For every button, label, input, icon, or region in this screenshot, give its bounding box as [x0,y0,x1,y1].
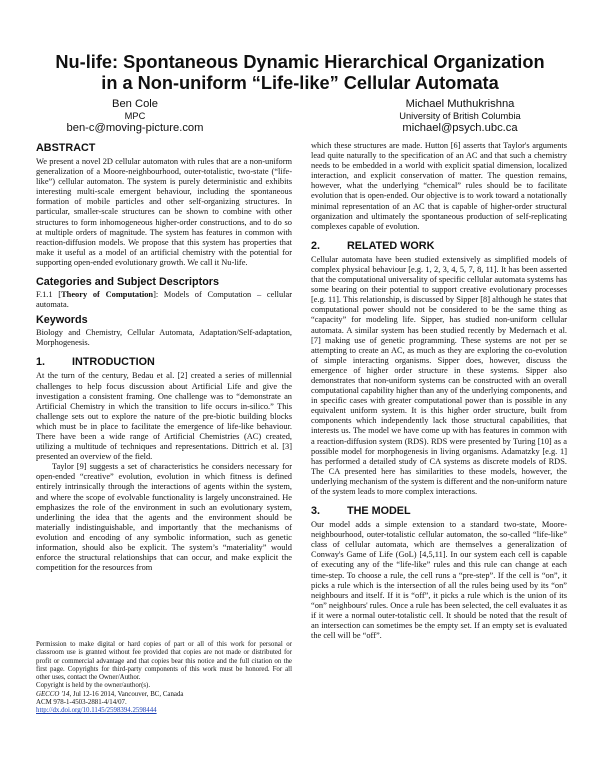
categories-code: F.1.1 [ [36,290,62,300]
author-affiliation: MPC [124,111,146,121]
intro-title: INTRODUCTION [72,356,155,369]
categories-rest: ]: Models of Computation – cellular automata. [36,290,293,310]
paper-title [40,52,560,94]
model-text: Our model adds a simple extension to a standard two-state, Moore-neighbourhood, outer-totalistic cellular automaton, the so-called “life-like” class of cellular automata, which are themselves a generalization of Conway's Game of Life (GoL) [4,5,11]. In our system each cell is capable of executing any of the “life-like” rules and this rule can change at each time-step. To choose a rule, the cell runs a “pre-step”. If the cell is “on”, it picks a rule which is the intersection of all the rules being used by its “on” neighbours and itself. If it is “off”, it picks a rule which is the union of its “on” neighbours' rules. Once a rule has been selected, the cell evaluates it as if it were a normal outer-totalistic cell. It should be noted that the result of an intersection can sometimes be the empty set. If an empty set is evaluated the cell will be “off”. [311,520,567,641]
venue-details: , Jul 12-16 2014, Vancouver, BC, Canada [69,690,184,698]
author-name: Ben Cole [111,98,159,110]
doi-link[interactable]: http://dx.doi.org/10.1145/2598394.2598444 [36,707,157,715]
keywords-text: Biology and Chemistry, Cellular Automata, Adaptation/Self-adaptation, Morphogenesis. [36,328,292,348]
model-number: 3. [311,505,321,518]
venue-line [36,691,292,699]
intro-number: 1. [36,356,46,369]
venue-name: GECCO '14 [36,690,70,698]
author-block-1 [55,98,215,135]
author-email: ben-c@moving-picture.com [66,122,204,134]
related-number: 2. [311,239,321,252]
acm-line: ACM 978-1-4503-2881-4/14/07. [36,699,127,707]
keywords-heading: Keywords [36,314,88,327]
left-column [36,141,292,573]
categories-heading: Categories and Subject Descriptors [36,276,219,289]
categories-bold: Theory of Computation [61,290,154,300]
author-email: michael@psych.ubc.ca [402,122,518,134]
title-line-2: in a Non-uniform “Life-like” Cellular Automata [101,73,499,93]
doi-line[interactable] [36,707,292,715]
categories-text [36,290,292,310]
permission-text: Permission to make digital or hard copies of part or all of this work for personal or classroom use is granted without fee provided that copies are not made or distributed for profit or commercial advantage and that copies bear this notice and the full citation on the first page. Copyrights for third-party components of this work must be honored. For all other uses, contact the Owner/Author. [36,641,292,682]
copyright-line: Copyright is held by the owner/author(s). [36,682,151,690]
right-column [311,141,567,641]
abstract-text: We present a novel 2D cellular automaton with rules that are a non-uniform generalization of a Moore-neighbourhood, outer-totalistic, two-state (“life-like”) cellular automaton. The system is purely deterministic and exhibits interesting multi-scale emergent behaviour, including the spontaneous formation of mobile particles and other self-organizing structures. In particular, smaller-scale structures can be shown to combine with other structures to form inhomogeneous higher-order constructions, and to do so at multiple orders of magnitude. The system has features in common with reaction-diffusion models. We propose that this system has properties that make it useful as a model of an artificial chemistry with the potential for supporting open-ended evolutionary growth. We call it Nu-life. [36,157,292,267]
permission-block [36,641,292,716]
intro-heading [36,355,292,369]
related-heading [311,239,567,253]
author-name: Michael Muthukrishna [405,98,515,110]
model-heading [311,504,567,518]
intro-paragraph-2: Taylor [9] suggests a set of characteristics he considers necessary for open-ended “creative” evolution, evolution in which fitness is defined entirely intrinsically through the interactions of agents within the system, and where the scope of evolvable functionality is largely unconstrained. He emphasizes the role of the environment in such an evolutionary system, underlining the idea that the agents and the environment should be materially indistinguishable, and importantly that the mechanisms of evolution and encoding of any symbolic information, such as genetic information, should also be explicit. The system’s “materiality” would enforce the structural relationships that can occur, and make explicit the competition for the resources from [36,462,292,573]
abstract-heading: ABSTRACT [36,142,96,154]
author-affiliation: University of British Columbia [399,111,521,121]
related-title: RELATED WORK [347,239,435,252]
intro-paragraph-1: At the turn of the century, Bedau et al. [2] created a series of millennial challenges to help focus discussion about Artificial Life and give the investigation a consistent framing. One challenge was to “demonstrate an Artificial Chemistry in which the transition to life occurs in-silico.” This challenge sets out to explore the nature of the pre-biotic building blocks which must be in place to facilitate the emergence of life-like behaviour. There have been a wide range of Artificial Chemistries (AC) created, utilizing a multitude of techniques and representations. Dittrich et al. [3] presented an overview of the field. [36,371,292,462]
intro-continuation: which these structures are made. Hutton [6] asserts that Taylor's arguments lead quite naturally to the specification of an AC and that such a chemistry needs to be embedded in a world with explicit spatial dimension, localized interaction, and explicit conservation of matter. The question remains, however, what the underlying “chemical” rules should be to facilitate evolution that is open-ended. Our objective is to work toward a notationally minimal representation of an AC that is capable of higher-order structural organization and ultimately the spontaneous production of self-replicating complexes capable of evolution. [311,141,567,231]
model-title: THE MODEL [347,505,411,518]
related-text: Cellular automata have been studied extensively as simplified models of complex physical behaviour [e.g. 1, 2, 3, 4, 5, 7, 8, 11]. It has been asserted that the computational universality of specific cellular automata systems has some bearing on their potential to support creative evolutionary processes [e.g. 11]. This relationship, is discussed by Sipper [8] although he states that computational power should not be considered to be the same thing as “capacity” for modeling life. Sipper, has studied non-uniform cellular automata. A similar system has been studied recently by Medernach et al. [7] making use of genetic programming. These systems are not per se attempting to create an AC, as much as they are exploring the co-evolution of simple interacting organisms. Sipper does, however, discuss the emergence of higher order structure in these systems. Sipper also demonstrates that non-uniform systems can be constructed with an overall computational capability higher than any of the underlying components, and in specific cases with greater computational power than is possible in any equivalent uniform system. It is this higher order structure, built from components which independently lack those structural capabilities, that interests us. The model we have come up with has features in common with a reaction-diffusion system (RDS). RDS were presented by Turing [10] as a possible model for morphogenesis in living organisms. Adamatzky [e.g. 1] has performed a detailed study of CA systems as discrete models of RDS. The CA presented here has similarities to these models, however, the underlying mechanism of the system is different and the non-uniform nature of the system leads to more complex interactions. [311,254,567,496]
author-block-2 [360,98,560,135]
title-line-1: Nu-life: Spontaneous Dynamic Hierarchical Organization [55,52,545,72]
